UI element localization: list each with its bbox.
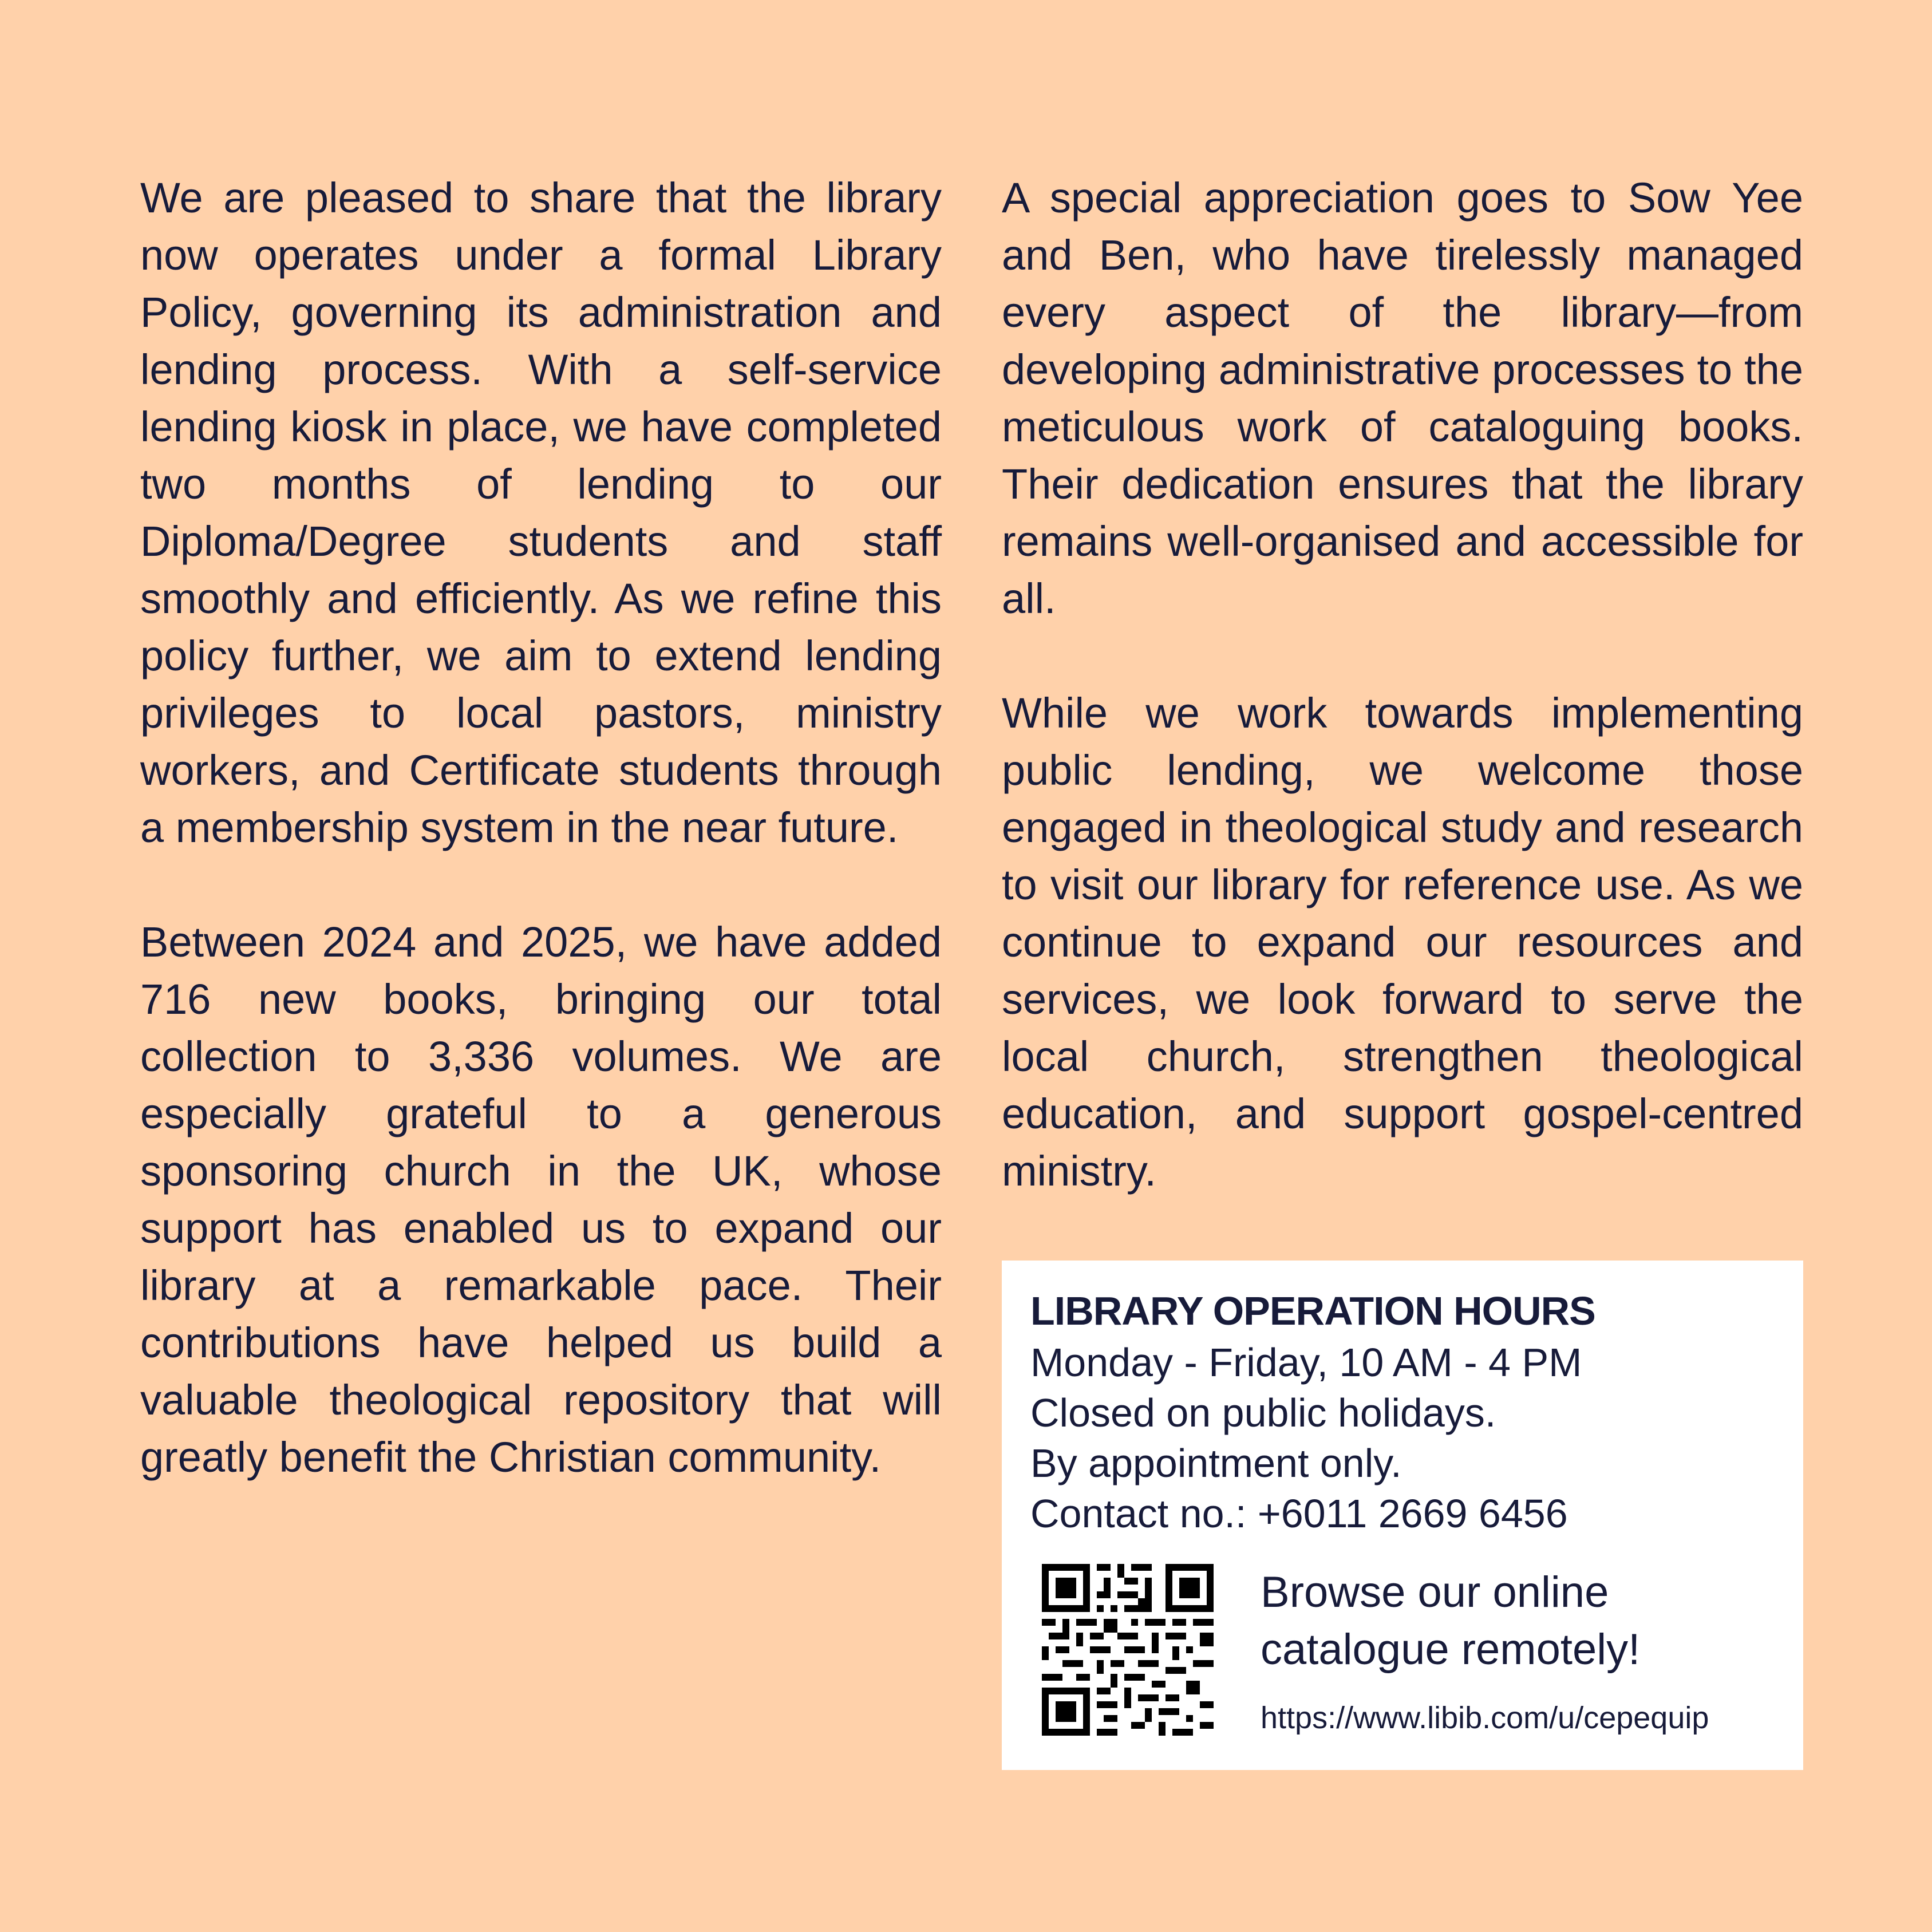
hours-appointment: By appointment only. <box>1030 1441 1402 1485</box>
catalogue-cta-line-1: Browse our online <box>1261 1568 1609 1617</box>
hours-weekdays: Monday - Friday, 10 AM - 4 PM <box>1030 1340 1582 1385</box>
hours-holidays: Closed on public holidays. <box>1030 1390 1496 1435</box>
public-lending-paragraph: While we work towards implementing public lending, we welcome those engaged in theological study and research to visit our library for reference use. As we continue to expand our resources and services, we look forward to serve the local church, strengthen theological education, and support gospel-centred ministry. <box>1002 689 1803 1195</box>
collection-paragraph: Between 2024 and 2025, we have added 716 new books, bringing our total collection to 3,336 volumes. We are especially grateful to a generous sponsoring church in the UK, whose support has enabled us to expand our library at a remarkable pace. Their contributions have helped us build a valuable theological repository that will greatly benefit the Christian community. <box>140 918 942 1481</box>
right-column <box>1002 169 1803 1200</box>
left-column <box>140 169 942 1486</box>
hours-contact: Contact no.: +6011 2669 6456 <box>1030 1491 1568 1536</box>
policy-paragraph: We are pleased to share that the library now operates under a formal Library Policy, governing its administration and lending process. With a self-service lending kiosk in place, we have completed two months of lending to our Diploma/Degree students and staff smoothly and efficiently. As we refine this policy further, we aim to extend lending privileges to local pastors, ministry workers, and Certificate students through a membership system in the near future. <box>140 174 942 851</box>
catalogue-cta-line-2: catalogue remotely! <box>1261 1625 1641 1674</box>
hours-title: LIBRARY OPERATION HOURS <box>1030 1289 1595 1333</box>
catalogue-url-link[interactable]: https://www.libib.com/u/cepequip <box>1261 1701 1709 1735</box>
appreciation-paragraph: A special appreciation goes to Sow Yee and Ben, who have tirelessly managed every aspect of the library—from developing administrative processes to the meticulous work of cataloguing books. Their dedication ensures that the library remains well-organised and accessible for all. <box>1002 174 1803 622</box>
qr-code-icon[interactable] <box>1042 1564 1214 1736</box>
operation-hours-box <box>1002 1261 1803 1770</box>
